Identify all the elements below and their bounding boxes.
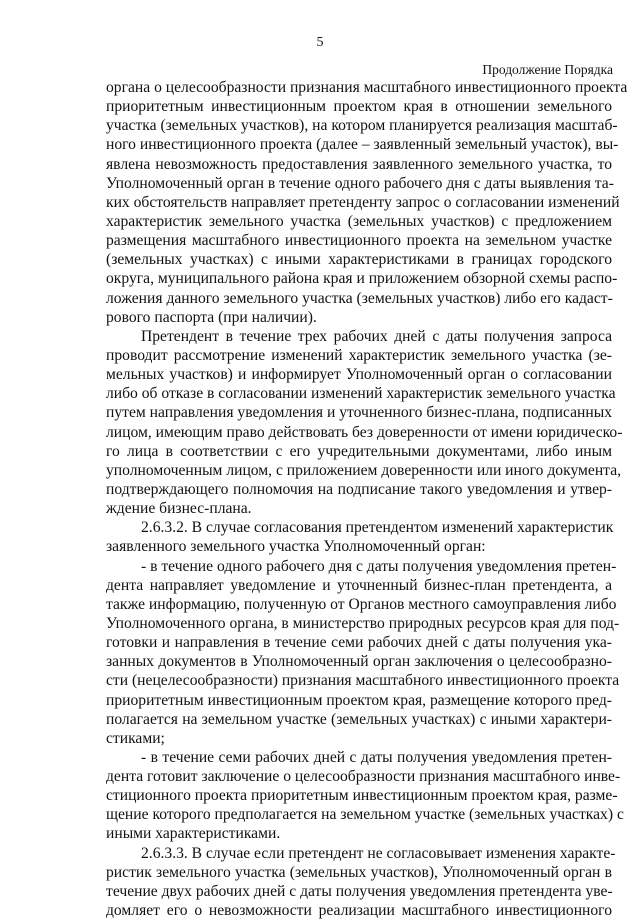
- text-line: стиционного проекта приоритетным инвестиционным проектом края, разме-: [106, 787, 618, 805]
- text-line: (земельных участках) с иными характеристиками в границах городского: [106, 251, 612, 269]
- paragraph: [106, 518, 612, 556]
- text-line: дента готовит заключение о целесообразности признания масштабного инве-: [106, 768, 621, 786]
- text-line: готовки и направления в течение семи рабочих дней с даты получения ука-: [106, 634, 612, 652]
- text-line: Уполномоченный орган в течение одного рабочего дня с даты выявления та-: [106, 174, 614, 192]
- text-line: полагается на земельном участке (земельных участках) с иными характери-: [106, 710, 612, 728]
- text-line: либо об отказе в согласовании изменений характеристик земельного участка: [106, 385, 616, 403]
- text-line: Уполномоченного органа, в министерство природных ресурсов края для под-: [106, 614, 620, 632]
- text-line: 2.6.3.2. В случае согласования претендентом изменений характеристик: [141, 519, 614, 537]
- text-line: домляет его о невозможности реализации масштабного инвестиционного: [106, 902, 612, 920]
- paragraph: [106, 748, 624, 844]
- text-line: мельных участков) и информирует Уполномоченный орган о согласовании: [106, 366, 612, 384]
- paragraph: [106, 327, 623, 518]
- text-line: путем направления уведомления и уточненного бизнес-плана, подписанных: [106, 404, 612, 422]
- text-line: приоритетным инвестиционным проектом края, размещение которого пред-: [106, 691, 612, 709]
- text-line: ждение бизнес-плана.: [106, 500, 252, 518]
- paragraph: [106, 844, 616, 920]
- text-line: ложения данного земельного участка (земельных участков) либо его кадаст-: [106, 289, 613, 307]
- text-line: уполномоченным лицом, с приложением доверенности или иного документа,: [106, 461, 622, 479]
- text-line: занных документов в Уполномоченный орган заключения о целесообразно-: [106, 653, 612, 671]
- text-line: течение двух рабочих дней с даты получения уведомления претендента уве-: [106, 882, 613, 900]
- text-line: также информацию, полученную от Органов местного самоуправления либо: [106, 595, 617, 613]
- text-line: приоритетным инвестиционным проектом края в отношении земельного: [106, 98, 612, 116]
- continuation-header: Продолжение Порядка: [482, 62, 613, 77]
- text-line: иными характеристиками.: [106, 825, 281, 843]
- text-line: характеристик земельного участка (земельных участков) с предложением: [106, 212, 612, 230]
- text-line: округа, муниципального района края и приложением обзорной схемы распо-: [106, 270, 618, 288]
- text-line: щение которого предполагается на земельном участке (земельных участках) с: [106, 806, 624, 824]
- document-body: [106, 78, 628, 920]
- text-line: ких обстоятельств направляет претенденту запрос о согласовании изменений: [106, 193, 620, 211]
- text-line: заявленного земельного участка Уполномоченный орган:: [106, 538, 486, 556]
- paragraph: [106, 78, 628, 327]
- text-line: ристик земельного участка (земельных участков), Уполномоченный орган в: [106, 863, 612, 881]
- text-line: ного инвестиционного проекта (далее – заявленный земельный участок), вы-: [106, 136, 619, 154]
- paragraph: [106, 557, 620, 748]
- text-line: Претендент в течение трех рабочих дней с даты получения запроса: [141, 327, 612, 345]
- text-line: рового паспорта (при наличии).: [106, 308, 317, 326]
- text-line: размещения масштабного инвестиционного проекта на земельном участке: [106, 232, 612, 250]
- text-line: лицом, имеющим право действовать без доверенности от имени юридическо-: [106, 423, 623, 441]
- text-line: сти (нецелесообразности) признания масштабного инвестиционного проекта: [106, 672, 620, 690]
- text-line: подтверждающего полномочия на подписание такого уведомления и утвер-: [106, 480, 612, 498]
- page-number: 5: [316, 35, 324, 50]
- text-line: органа о целесообразности признания масштабного инвестиционного проекта: [106, 79, 628, 96]
- text-line: 2.6.3.3. В случае если претендент не согласовывает изменения характе-: [141, 844, 616, 862]
- text-line: го лица в соответствии с его учредительными документами, либо иным: [106, 442, 612, 460]
- text-line: стиками;: [106, 729, 165, 747]
- text-line: - в течение одного рабочего дня с даты получения уведомления претен-: [141, 557, 617, 575]
- text-line: участка (земельных участков), на котором планируется реализация масштаб-: [106, 117, 618, 135]
- text-line: проводит рассмотрение изменений характеристик земельного участка (зе-: [106, 346, 612, 364]
- text-line: - в течение семи рабочих дней с даты получения уведомления претен-: [141, 748, 612, 766]
- text-line: явлена невозможность предоставления заявленного земельного участка, то: [106, 155, 612, 173]
- text-line: дента направляет уведомление и уточненный бизнес-план претендента, а: [106, 576, 612, 594]
